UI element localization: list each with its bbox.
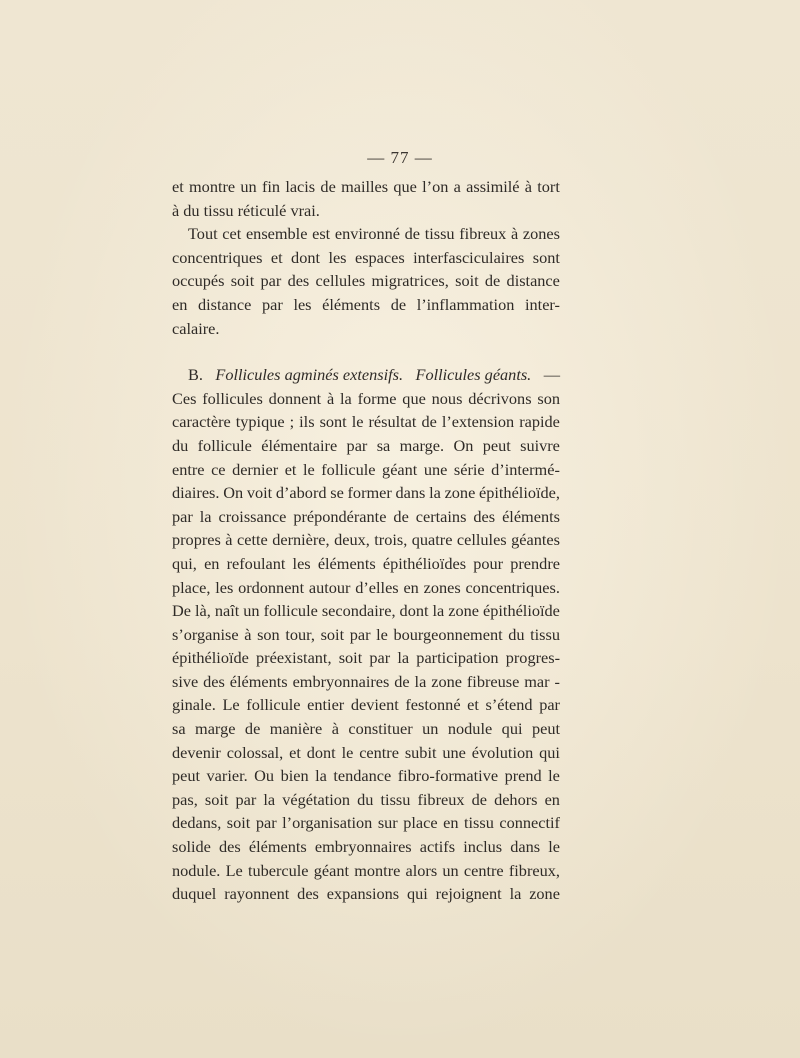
paragraph-3 xyxy=(172,363,560,906)
text-line: qui, en refoulant les éléments épithélioïdes pour prendre xyxy=(172,553,560,573)
text-line: sive des éléments embryonnaires de la zone fibreuse mar - xyxy=(172,671,560,691)
text-line: peut varier. Ou bien la tendance fibro-formative prend le xyxy=(172,766,560,786)
text-line: à du tissu réticulé vrai. xyxy=(172,200,320,220)
body-text xyxy=(172,175,560,906)
text-line: occupés soit par des cellules migratrices, soit de distance xyxy=(172,271,560,291)
text-line: De là, naît un follicule secondaire, dont la zone épithélioïde xyxy=(172,601,560,621)
text-line: Ces follicules donnent à la forme que nous décrivons son xyxy=(172,388,560,408)
text-line: propres à cette dernière, deux, trois, quatre cellules géantes xyxy=(172,530,560,550)
paragraph-1 xyxy=(172,175,560,222)
heading-label: B. xyxy=(188,365,203,385)
page-number: — 77 — xyxy=(367,148,433,167)
text-line: par la croissance prépondérante de certains des éléments xyxy=(172,506,560,526)
text-line: Tout cet ensemble est environné de tissu fibreux à zones xyxy=(188,224,560,244)
text-line: calaire. xyxy=(172,318,220,338)
text-line: duquel rayonnent des expansions qui rejoignent la zone xyxy=(172,884,560,904)
text-line: dedans, soit par l’organisation sur place en tissu connectif xyxy=(172,813,560,833)
text-line: en distance par les éléments de l’inflammation inter- xyxy=(172,294,560,314)
text-line: entre ce dernier et le follicule géant une série d’intermé- xyxy=(172,459,560,479)
text-line: diaires. On voit d’abord se former dans la zone épithélioïde, xyxy=(172,483,560,503)
text-line: épithélioïde préexistant, soit par la participation progres- xyxy=(172,648,560,668)
heading-subtitle-italic: Follicules géants. xyxy=(415,365,532,385)
text-line: ginale. Le follicule entier devient festonné et s’étend par xyxy=(172,695,560,715)
section-heading xyxy=(172,363,560,387)
text-line: caractère typique ; ils sont le résultat de l’extension rapide xyxy=(172,412,560,432)
text-line: sa marge de manière à constituer un nodule qui peut xyxy=(172,719,560,739)
text-line: s’organise à son tour, soit par le bourgeonnement du tissu xyxy=(172,624,560,644)
text-line: place, les ordonnent autour d’elles en zones concentriques. xyxy=(172,577,560,597)
text-line: devenir colossal, et dont le centre subit une évolution qui xyxy=(172,742,560,762)
text-line: concentriques et dont les espaces interfasciculaires sont xyxy=(172,247,560,267)
paragraph-2 xyxy=(172,222,560,340)
heading-title-italic: Follicules agminés extensifs. xyxy=(215,365,404,385)
text-line: solide des éléments embryonnaires actifs inclus dans le xyxy=(172,837,560,857)
heading-dash: — xyxy=(543,365,560,385)
text-line: et montre un fin lacis de mailles que l’on a assimilé à tort xyxy=(172,177,560,196)
text-line: du follicule élémentaire par sa marge. On peut suivre xyxy=(172,435,560,455)
text-line: pas, soit par la végétation du tissu fibreux de dehors en xyxy=(172,789,560,809)
text-line: nodule. Le tubercule géant montre alors un centre fibreux, xyxy=(172,860,560,880)
paragraph-gap xyxy=(172,340,560,363)
